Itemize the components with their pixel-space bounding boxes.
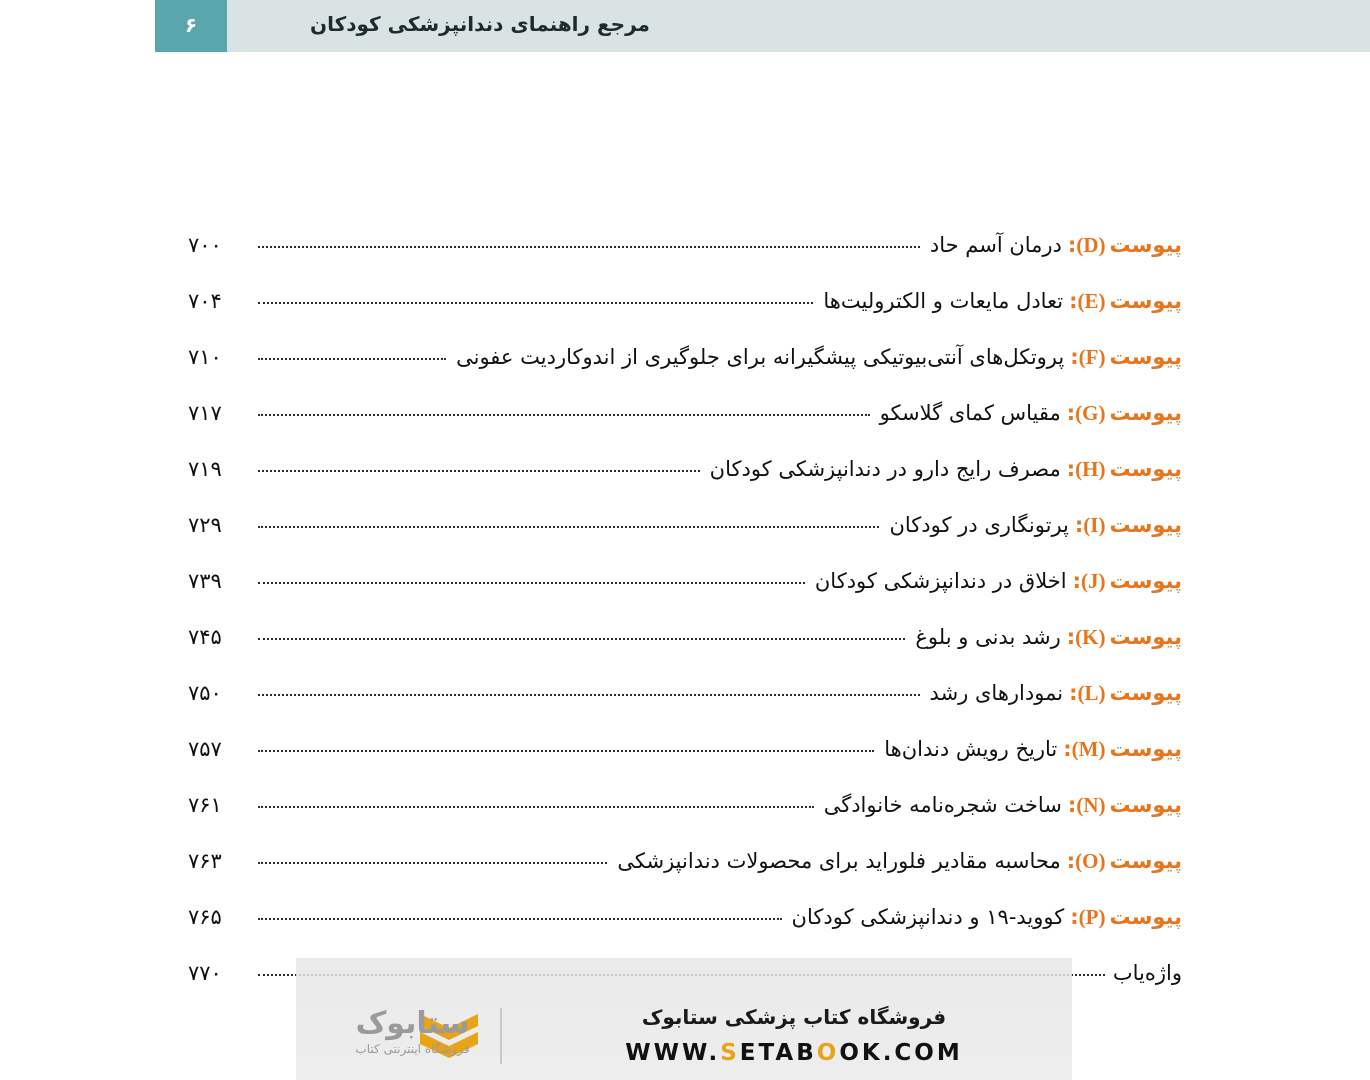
- store-brand-block: [330, 1008, 495, 1056]
- toc-entry-page: ۷۷۰: [188, 961, 222, 985]
- toc-entry-label: پیوست: [1109, 681, 1182, 705]
- toc-entry-page: ۷۱۹: [188, 457, 222, 481]
- toc-entry-page: ۷۱۷: [188, 401, 222, 425]
- toc-entry-page: ۷۶۵: [188, 905, 222, 929]
- toc-entry-title: مصرف رایج دارو در دندانپزشکی کودکان: [709, 457, 1061, 481]
- toc-entry-page: ۷۶۳: [188, 849, 222, 873]
- toc-entry-page: ۷۳۹: [188, 569, 222, 593]
- toc-entry-colon: :: [1070, 905, 1079, 929]
- toc-entry[interactable]: [188, 512, 1182, 538]
- toc-entry[interactable]: [188, 792, 1182, 818]
- toc-entry-page: ۷۱۰: [188, 345, 222, 369]
- toc-entry-title: تاریخ رویش دندان‌ها: [884, 737, 1058, 761]
- book-title: مرجع راهنمای دندانپزشکی کودکان: [310, 12, 650, 36]
- toc-entry-page: ۷۰۴: [188, 289, 222, 313]
- toc-entry-colon: :: [1067, 233, 1077, 257]
- toc-leader-dots: [258, 284, 813, 304]
- store-website-url: [514, 1040, 1074, 1066]
- toc-entry-colon: :: [1066, 401, 1076, 425]
- toc-entry-title: ساخت شجره‌نامه خانوادگی: [823, 793, 1062, 817]
- toc-entry-page: ۷۲۹: [188, 513, 222, 537]
- toc-entry-page: ۷۵۷: [188, 737, 222, 761]
- toc-leader-dots: [258, 844, 607, 864]
- toc-entry-colon: :: [1066, 849, 1076, 873]
- toc-entry-label: پیوست: [1109, 289, 1182, 313]
- table-of-contents: [188, 232, 1182, 1015]
- toc-entry[interactable]: [188, 568, 1182, 594]
- toc-entry-colon: :: [1072, 569, 1081, 593]
- toc-leader-dots: [258, 508, 879, 528]
- toc-entry-title: پرتونگاری در کودکان: [889, 513, 1069, 537]
- toc-entry-title: نمودارهای رشد: [929, 681, 1064, 705]
- toc-leader-dots: [258, 676, 920, 696]
- toc-entry-label: پیوست: [1109, 737, 1182, 761]
- toc-entry-letter: (J): [1080, 569, 1106, 593]
- toc-entry[interactable]: [188, 736, 1182, 762]
- toc-entry-label: پیوست: [1109, 513, 1182, 537]
- toc-leader-dots: [258, 788, 814, 808]
- toc-entry-letter: (O): [1075, 849, 1106, 873]
- toc-entry-letter: (F): [1078, 345, 1106, 369]
- toc-leader-dots: [258, 396, 870, 416]
- toc-leader-dots: [258, 732, 874, 752]
- toc-entry[interactable]: [188, 288, 1182, 314]
- toc-leader-dots: [258, 900, 782, 920]
- url-accent-s: S: [720, 1040, 740, 1066]
- toc-entry-letter: (K): [1075, 625, 1106, 649]
- toc-entry-letter: (H): [1075, 457, 1106, 481]
- url-suffix: OK.COM: [839, 1040, 963, 1066]
- toc-entry[interactable]: [188, 848, 1182, 874]
- toc-leader-dots: [258, 620, 905, 640]
- toc-entry-colon: :: [1074, 513, 1084, 537]
- url-accent-o: O: [816, 1040, 840, 1066]
- toc-entry-colon: :: [1069, 289, 1078, 313]
- toc-entry[interactable]: [188, 904, 1182, 930]
- header-left-white-tail: [0, 0, 155, 52]
- toc-entry-colon: :: [1063, 737, 1072, 761]
- toc-entry-label: پیوست: [1109, 457, 1182, 481]
- toc-entry-label: پیوست: [1109, 625, 1182, 649]
- url-middle: ETAB: [739, 1040, 817, 1066]
- toc-entry-colon: :: [1067, 793, 1077, 817]
- toc-entry-colon: :: [1069, 681, 1078, 705]
- toc-entry-title: پروتکل‌های آنتی‌بیوتیکی پیشگیرانه برای جلوگیری از اندوکاردیت عفونی: [456, 345, 1065, 369]
- toc-entry-label: پیوست: [1109, 905, 1182, 929]
- toc-entry-label: پیوست: [1109, 569, 1182, 593]
- toc-entry-letter: (I): [1083, 513, 1106, 537]
- page-header: [0, 0, 1370, 52]
- toc-entry-title: رشد بدنی و بلوغ: [915, 625, 1061, 649]
- toc-entry-letter: (L): [1077, 681, 1106, 705]
- toc-entry-colon: :: [1066, 457, 1076, 481]
- toc-entry[interactable]: [188, 680, 1182, 706]
- toc-entry-letter: (N): [1076, 793, 1106, 817]
- toc-entry-label: پیوست: [1109, 793, 1182, 817]
- page-number: ۶: [184, 13, 198, 37]
- toc-entry[interactable]: [188, 456, 1182, 482]
- toc-leader-dots: [258, 452, 700, 472]
- logo-divider: [500, 1008, 502, 1064]
- toc-leader-dots: [258, 228, 920, 248]
- toc-entry-title: محاسبه مقادیر فلوراید برای محصولات دندانپزشکی: [617, 849, 1061, 873]
- toc-entry-title: درمان آسم حاد: [929, 233, 1062, 257]
- toc-entry-label: پیوست: [1109, 345, 1182, 369]
- url-prefix: WWW.: [625, 1040, 721, 1066]
- toc-entry-page: ۷۴۵: [188, 625, 222, 649]
- toc-entry-label: پیوست: [1109, 233, 1182, 257]
- toc-entry-page: ۷۵۰: [188, 681, 222, 705]
- toc-entry-letter: (M): [1071, 737, 1106, 761]
- brand-subtitle: فروشگاه اینترنتی کتاب: [355, 1041, 470, 1056]
- toc-entry-title: تعادل مایعات و الکترولیت‌ها: [823, 289, 1064, 313]
- toc-entry[interactable]: [188, 624, 1182, 650]
- toc-entry-page: ۷۶۱: [188, 793, 222, 817]
- toc-entry-letter: (D): [1076, 233, 1106, 257]
- toc-entry-title: اخلاق در دندانپزشکی کودکان: [814, 569, 1067, 593]
- toc-entry-title: کووید-۱۹ و دندانپزشکی کودکان: [791, 905, 1065, 929]
- toc-entry-label: واژه‌یاب: [1112, 961, 1182, 985]
- toc-entry[interactable]: [188, 344, 1182, 370]
- toc-entry-colon: :: [1066, 625, 1076, 649]
- toc-entry-letter: (P): [1078, 905, 1106, 929]
- brand-name: ستابوک: [355, 1006, 470, 1041]
- toc-leader-dots: [258, 340, 446, 360]
- toc-entry-letter: (G): [1075, 401, 1106, 425]
- toc-entry-label: پیوست: [1109, 401, 1182, 425]
- toc-entry[interactable]: [188, 400, 1182, 426]
- toc-entry[interactable]: [188, 232, 1182, 258]
- toc-entry-letter: (E): [1077, 289, 1106, 313]
- toc-entry-label: پیوست: [1109, 849, 1182, 873]
- toc-entry-title: مقیاس کمای گلاسکو: [879, 401, 1061, 425]
- toc-entry-colon: :: [1070, 345, 1079, 369]
- toc-entry-page: ۷۰۰: [188, 233, 222, 257]
- toc-leader-dots: [258, 564, 805, 584]
- store-name-text: فروشگاه کتاب پزشکی ستابوک: [641, 1005, 947, 1029]
